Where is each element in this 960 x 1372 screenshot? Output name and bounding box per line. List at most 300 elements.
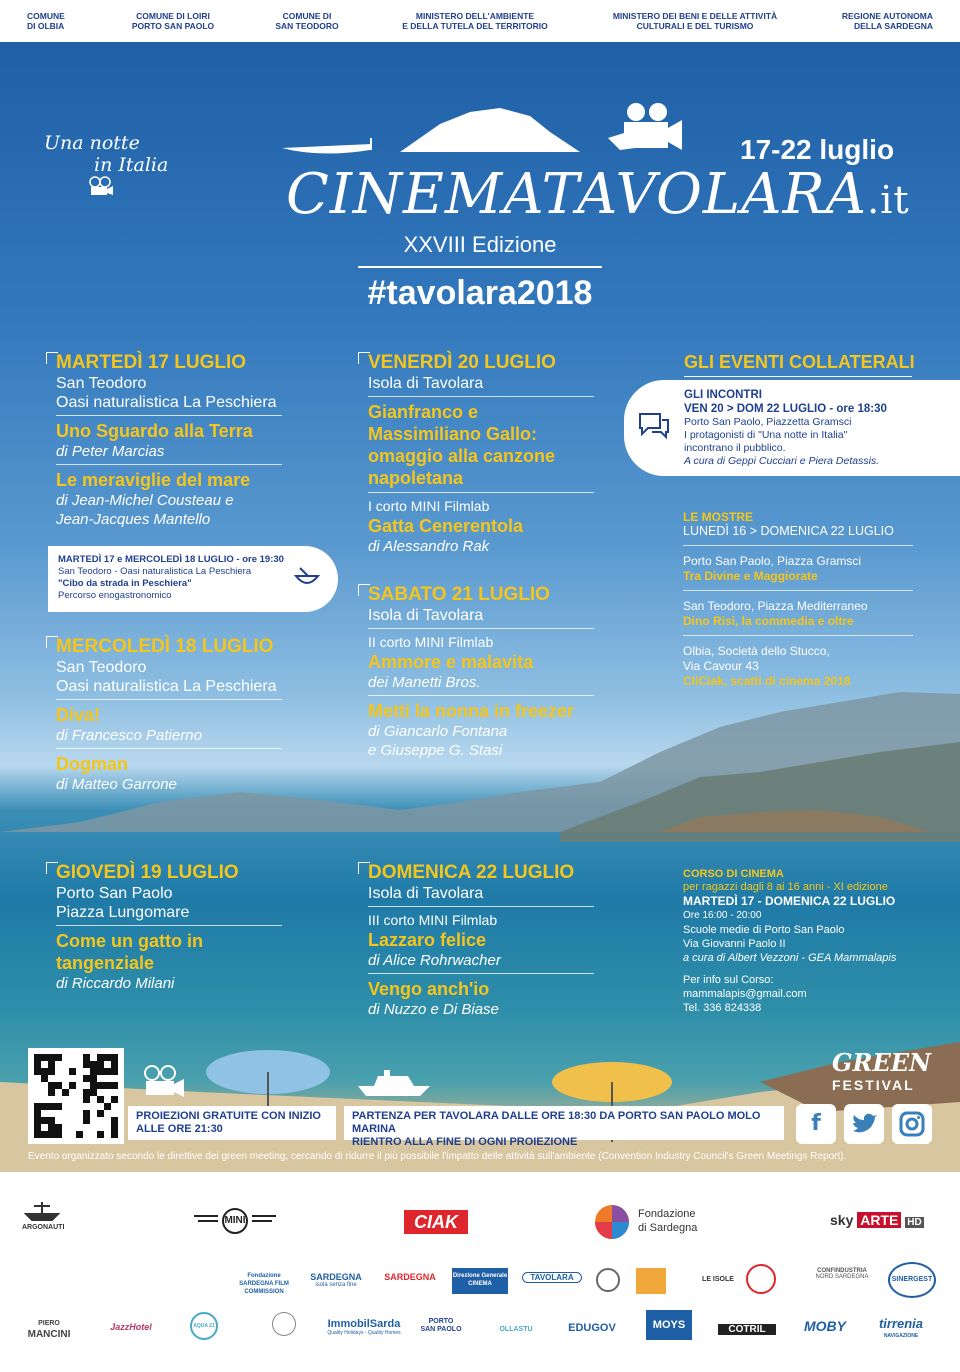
qr-module <box>62 1124 69 1131</box>
qr-module <box>76 1089 83 1096</box>
qr-module <box>34 1124 41 1131</box>
qr-module <box>69 1096 76 1103</box>
institution-ministero-beni: MINISTERO DEI BENI E DELLE ATTIVITÀ CULTURALI E DEL TURISMO <box>612 11 778 31</box>
qr-module <box>34 1082 41 1089</box>
institution-ministero-ambiente: MINISTERO DELL'AMBIENTE E DELLA TUTELA DEL TERRITORIO <box>402 11 548 31</box>
incontri-box <box>624 380 960 476</box>
corso-info-label: Per info sul Corso: <box>683 974 774 986</box>
divider <box>56 699 282 700</box>
sponsor-label: sky <box>830 1212 854 1228</box>
qr-module <box>111 1117 118 1124</box>
day-title: SABATO 21 LUGLIO <box>368 584 550 605</box>
qr-module <box>97 1089 104 1096</box>
hashtag: #tavolara2018 <box>367 274 593 312</box>
sponsor-label: CONFINDUSTRIA <box>817 1268 867 1274</box>
una-notte-text <box>44 132 168 176</box>
qr-module <box>48 1117 55 1124</box>
incontri-desc: incontrano il pubblico. <box>684 442 786 454</box>
divider <box>56 415 282 416</box>
institution-regione: REGIONE AUTONOMA DELLA SARDEGNA <box>841 11 933 31</box>
film-director: di Matteo Garrone <box>56 776 177 793</box>
sponsor-label: ImmobilSarda <box>327 1318 401 1330</box>
sponsor-label: di Sardegna <box>638 1222 698 1234</box>
green-meeting-disclaimer: Evento organizzato secondo le direttive dei green meeting, cercando di ridurre il più possibile l'impatto delle attività sull'ambiente (Convention Industry Council's Green Meetings Report). <box>28 1151 847 1162</box>
qr-module <box>104 1089 111 1096</box>
qr-module <box>48 1082 55 1089</box>
green-label: GREEN <box>832 1048 931 1077</box>
short-film-label: II corto MINI Filmlab <box>368 634 494 650</box>
qr-module <box>41 1075 48 1082</box>
film-director: di Riccardo Milani <box>56 975 175 992</box>
sponsor-label: MINI <box>224 1215 246 1226</box>
qr-module <box>62 1089 69 1096</box>
qr-module <box>48 1054 55 1061</box>
proiezioni-line-1: PROIEZIONI GRATUITE CON INIZIO <box>136 1110 321 1122</box>
mostra-title: Dino Risi, la commedia e oltre <box>683 614 854 628</box>
qr-module <box>55 1131 62 1138</box>
mostra-location: San Teodoro, Piazza Mediterraneo <box>683 599 868 613</box>
mostra-location: Porto San Paolo, Piazza Gramsci <box>683 554 862 568</box>
qr-module <box>97 1054 104 1061</box>
qr-module <box>90 1124 97 1131</box>
incontri-curator: A cura di Geppi Cucciari e Piera Detassis. <box>684 455 880 467</box>
cinematavolara-logo <box>286 162 910 227</box>
film-title: tangenziale <box>56 953 155 973</box>
day-block-sabato <box>368 584 594 760</box>
qr-module <box>90 1103 97 1110</box>
cibo-location: San Teodoro - Oasi naturalistica La Peschiera <box>58 566 252 577</box>
qr-module <box>55 1061 62 1068</box>
qr-module <box>34 1054 41 1061</box>
qr-module <box>104 1075 111 1082</box>
divider <box>368 973 594 974</box>
qr-module <box>41 1124 48 1131</box>
sponsor-label: isola senza fine <box>315 1282 357 1288</box>
film-camera-icon <box>88 176 114 196</box>
qr-module <box>76 1103 83 1110</box>
qr-module <box>62 1075 69 1082</box>
location: Piazza Lungomare <box>56 904 190 921</box>
film-title: Come un gatto in <box>56 931 203 951</box>
institutions-bar <box>0 0 960 42</box>
qr-module <box>83 1068 90 1075</box>
qr-module <box>55 1110 62 1117</box>
sponsor-emblem <box>596 1268 620 1292</box>
sponsor-edugov: EDUGOV <box>568 1322 616 1334</box>
qr-module <box>97 1103 104 1110</box>
corso-email[interactable]: mammalapis@gmail.com <box>683 988 807 1000</box>
location: Porto San Paolo <box>56 885 173 902</box>
institution-san-teodoro: COMUNE DI SAN TEODORO <box>275 11 339 31</box>
qr-module <box>104 1131 111 1138</box>
edition-divider <box>358 266 602 268</box>
sponsor-confindustria <box>812 1268 872 1280</box>
qr-module <box>41 1061 48 1068</box>
qr-module <box>62 1110 69 1117</box>
qr-module <box>41 1096 48 1103</box>
film-director: Jean-Jacques Mantello <box>56 511 211 528</box>
food-bowl-icon <box>294 566 320 588</box>
divider <box>683 590 913 591</box>
poster <box>0 42 960 1172</box>
qr-module <box>83 1096 90 1103</box>
day-title: GIOVEDÌ 19 LUGLIO <box>56 862 239 883</box>
qr-module <box>69 1110 76 1117</box>
sponsor-sky-arte <box>830 1212 934 1232</box>
qr-module <box>104 1124 111 1131</box>
incontri-desc: I protagonisti di "Una notte in Italia" <box>684 429 848 441</box>
day-title: MERCOLEDÌ 18 LUGLIO <box>56 636 274 657</box>
qr-module <box>55 1068 62 1075</box>
sponsor-mini <box>192 1208 278 1234</box>
qr-module <box>34 1131 41 1138</box>
qr-module <box>34 1096 41 1103</box>
corner-bracket <box>358 862 370 874</box>
qr-module <box>48 1124 55 1131</box>
divider <box>56 748 282 749</box>
film-director: di Nuzzo e Di Biase <box>368 1001 499 1018</box>
qr-module <box>104 1117 111 1124</box>
twitter-bird-icon <box>851 1113 877 1135</box>
festival-label: FESTIVAL <box>832 1077 915 1093</box>
cibo-title: "Cibo da strada in Peschiera" <box>58 578 192 589</box>
qr-module <box>41 1131 48 1138</box>
mostre-section <box>683 510 913 689</box>
qr-module <box>104 1096 111 1103</box>
qr-module <box>83 1131 90 1138</box>
day-block-domenica <box>368 862 594 1019</box>
qr-module <box>111 1075 118 1082</box>
qr-module <box>76 1054 83 1061</box>
qr-module <box>97 1068 104 1075</box>
edition-label: XXVIII Edizione <box>403 232 557 257</box>
location: Oasi naturalistica La Peschiera <box>56 394 277 411</box>
corner-bracket <box>46 352 58 364</box>
partenza-line-2: RIENTRO ALLA FINE DI OGNI PROIEZIONE <box>352 1136 578 1148</box>
tavolara-island-logo <box>280 72 700 162</box>
sponsor-label: SARDEGNA <box>310 1272 362 1282</box>
qr-module <box>69 1117 76 1124</box>
qr-module <box>90 1117 97 1124</box>
qr-module <box>41 1117 48 1124</box>
sponsor-tavolara: TAVOLARA <box>522 1272 582 1283</box>
incontri-location: Porto San Paolo, Piazzetta Gramsci <box>684 416 852 428</box>
qr-module <box>41 1054 48 1061</box>
qr-module <box>69 1075 76 1082</box>
qr-module <box>104 1061 111 1068</box>
sponsor-sardegna-2: SARDEGNA <box>384 1272 436 1282</box>
corner-bracket <box>46 862 58 874</box>
qr-module <box>111 1124 118 1131</box>
qr-module <box>69 1054 76 1061</box>
qr-module <box>76 1068 83 1075</box>
sponsor-label: tirrenia <box>878 1316 924 1331</box>
qr-pattern <box>34 1054 118 1138</box>
film-title: Uno Sguardo alla Terra <box>56 421 253 441</box>
qr-module <box>111 1082 118 1089</box>
qr-module <box>83 1082 90 1089</box>
sponsor-label: Fondazione <box>638 1208 696 1220</box>
qr-module <box>69 1082 76 1089</box>
qr-module <box>69 1089 76 1096</box>
qr-module <box>48 1068 55 1075</box>
sponsor-argonauti <box>22 1200 65 1231</box>
short-film-label: III corto MINI Filmlab <box>368 912 498 928</box>
qr-module <box>62 1054 69 1061</box>
sponsor-label: ARTE <box>857 1212 901 1228</box>
qr-module <box>104 1054 111 1061</box>
location: Isola di Tavolara <box>368 885 484 902</box>
qr-module <box>90 1110 97 1117</box>
corso-hours: Ore 16:00 - 20:00 <box>683 910 762 921</box>
film-director: di Peter Marcias <box>56 443 165 460</box>
day-title: MARTEDÌ 17 LUGLIO <box>56 352 247 373</box>
sponsor-label: NORD SARDEGNA <box>815 1274 869 1280</box>
qr-module <box>41 1068 48 1075</box>
qr-module <box>62 1082 69 1089</box>
sponsor-ciak: CIAK <box>404 1210 468 1234</box>
qr-module <box>104 1103 111 1110</box>
location: San Teodoro <box>56 659 147 676</box>
festival-dates: 17-22 luglio <box>740 134 895 165</box>
film-director: di Giancarlo Fontana <box>368 723 508 740</box>
day-block-martedi <box>56 352 282 529</box>
qr-module <box>90 1061 97 1068</box>
qr-module <box>97 1124 104 1131</box>
sponsor-fondazione-sardegna <box>594 1204 710 1240</box>
divider <box>684 376 912 377</box>
corner-bracket <box>358 352 370 364</box>
qr-module <box>55 1082 62 1089</box>
boat-icon <box>356 1068 432 1098</box>
sponsor-moys: MOYS <box>646 1310 692 1340</box>
qr-module <box>90 1075 97 1082</box>
qr-module <box>34 1103 41 1110</box>
qr-module <box>90 1131 97 1138</box>
qr-module <box>41 1110 48 1117</box>
qr-module <box>76 1117 83 1124</box>
qr-module <box>62 1068 69 1075</box>
film-director: e Giuseppe G. Stasi <box>368 742 503 759</box>
qr-module <box>76 1096 83 1103</box>
logo-tld: .it <box>867 178 910 222</box>
qr-module <box>83 1124 90 1131</box>
divider <box>56 464 282 465</box>
institution-olbia: COMUNE DI OLBIA <box>27 11 65 31</box>
sponsor-cotril: COTRIL <box>718 1324 776 1335</box>
qr-module <box>111 1089 118 1096</box>
qr-module <box>90 1054 97 1061</box>
short-film-label: I corto MINI Filmlab <box>368 498 490 514</box>
film-title: Le meraviglie del mare <box>56 470 251 490</box>
fondazione-logo-icon <box>594 1204 630 1240</box>
projector-icon <box>140 1064 186 1100</box>
divider <box>683 635 913 636</box>
qr-module <box>62 1131 69 1138</box>
qr-module <box>97 1117 104 1124</box>
film-title: Gianfranco e <box>368 402 479 422</box>
sponsor-tirrenia <box>870 1318 932 1342</box>
qr-module <box>62 1061 69 1068</box>
collateral-events-title: GLI EVENTI COLLATERALI <box>684 352 915 372</box>
qr-module <box>97 1061 104 1068</box>
film-director: di Jean-Michel Cousteau e <box>56 492 234 509</box>
qr-module <box>69 1131 76 1138</box>
qr-module <box>34 1075 41 1082</box>
corner-bracket <box>358 584 370 596</box>
divider <box>368 492 594 493</box>
cibo-date: MARTEDÌ 17 e MERCOLEDÌ 18 LUGLIO - ore 19:30 <box>58 554 284 565</box>
qr-module <box>55 1117 62 1124</box>
proiezioni-line-2: ALLE ORE 21:30 <box>136 1123 223 1135</box>
day-block-mercoledi <box>56 636 282 794</box>
sponsor-immobilsarda <box>318 1318 410 1336</box>
mostre-date: LUNEDÌ 16 > DOMENICA 22 LUGLIO <box>683 524 894 538</box>
sponsor-ollastu: OLLASTU <box>499 1326 533 1333</box>
sponsor-le-isole: LE ISOLE <box>702 1276 734 1283</box>
corso-phone[interactable]: Tel. 336 824338 <box>683 1002 762 1014</box>
sponsor-porto-san-paolo <box>420 1318 462 1334</box>
qr-module <box>34 1068 41 1075</box>
argonauti-ship-icon <box>24 1200 60 1222</box>
qr-module <box>111 1061 118 1068</box>
qr-module <box>55 1124 62 1131</box>
sponsor-film-commission: Fondazione SARDEGNA FILM COMMISSION <box>239 1273 289 1295</box>
location: Oasi naturalistica La Peschiera <box>56 678 277 695</box>
sponsor-piero-mancini <box>24 1318 74 1340</box>
green-festival-logo <box>832 1048 931 1096</box>
partenza-line-1: PARTENZA PER TAVOLARA DALLE ORE 18:30 DA PORTO SAN PAOLO MOLO MARINA <box>352 1110 761 1135</box>
location: San Teodoro <box>56 375 147 392</box>
qr-module <box>55 1054 62 1061</box>
qr-module <box>111 1110 118 1117</box>
instagram-icon[interactable] <box>892 1104 932 1144</box>
qr-module <box>41 1089 48 1096</box>
qr-module <box>48 1103 55 1110</box>
partenza-banner <box>344 1106 784 1148</box>
corso-title: CORSO DI CINEMA <box>683 868 784 880</box>
film-director: di Francesco Patierno <box>56 727 202 744</box>
qr-module <box>83 1103 90 1110</box>
film-title: omaggio alla canzone <box>368 446 556 466</box>
proiezioni-banner <box>128 1106 336 1140</box>
qr-module <box>48 1075 55 1082</box>
qr-module <box>69 1068 76 1075</box>
corso-address: Via Giovanni Paolo II <box>683 938 786 950</box>
institution-loiri: COMUNE DI LOIRI PORTO SAN PAOLO <box>131 11 215 31</box>
qr-module <box>76 1131 83 1138</box>
qr-module <box>111 1054 118 1061</box>
incontri-title: GLI INCONTRI <box>684 389 762 401</box>
mostra-title: CliCiak, scatti di cinema 2018 <box>683 674 851 688</box>
divider <box>56 925 282 926</box>
qr-module <box>69 1124 76 1131</box>
mostra-title: Tra Divine e Maggiorate <box>683 569 818 583</box>
una-notte-in-italia-logo <box>44 114 224 204</box>
film-title: napoletana <box>368 468 464 488</box>
cibo-subtitle: Percorso enogastronomico <box>58 590 172 601</box>
location: Isola di Tavolara <box>368 607 484 624</box>
qr-module <box>111 1096 118 1103</box>
qr-module <box>111 1068 118 1075</box>
qr-module <box>83 1110 90 1117</box>
speech-bubbles-icon <box>636 410 672 440</box>
qr-module <box>34 1110 41 1117</box>
qr-module <box>76 1075 83 1082</box>
qr-module <box>55 1096 62 1103</box>
corner-bracket <box>46 636 58 648</box>
qr-module <box>69 1103 76 1110</box>
qr-module <box>104 1082 111 1089</box>
qr-module <box>97 1096 104 1103</box>
sponsor-sardegna-isola <box>306 1272 366 1288</box>
sponsor-121 <box>272 1312 296 1336</box>
qr-module <box>90 1082 97 1089</box>
film-title: Ammore e malavita <box>368 652 534 672</box>
location: Isola di Tavolara <box>368 375 484 392</box>
qr-module <box>62 1096 69 1103</box>
qr-module <box>48 1089 55 1096</box>
corso-di-cinema <box>683 868 923 1015</box>
sponsor-label: HD <box>907 1217 922 1228</box>
sponsor-label: PIERO <box>38 1320 60 1327</box>
qr-module <box>76 1082 83 1089</box>
qr-module <box>90 1089 97 1096</box>
sponsor-direzione-cinema: Direzione Generale CINEMA <box>452 1268 508 1294</box>
qr-module <box>76 1061 83 1068</box>
notte-line-2: in Italia <box>94 154 169 176</box>
film-title: Vengo anch'io <box>368 979 490 999</box>
qr-module <box>90 1096 97 1103</box>
divider <box>368 628 594 629</box>
cibo-da-strada-box <box>48 546 338 612</box>
sponsor-label: SAN PAOLO <box>420 1326 462 1333</box>
day-title: VENERDÌ 20 LUGLIO <box>368 352 556 373</box>
film-director: di Alice Rohrwacher <box>368 952 501 969</box>
sponsor-label: Quality Holidays - Quality Homes <box>327 1330 401 1336</box>
qr-module <box>83 1061 90 1068</box>
film-title: Metti la nonna in freezer <box>368 701 575 721</box>
mostra-location: Via Cavour 43 <box>683 659 759 673</box>
day-title: DOMENICA 22 LUGLIO <box>368 862 575 883</box>
logo-wordmark: CINEMATAVOLARA <box>286 162 868 227</box>
qr-module <box>83 1054 90 1061</box>
corso-date: MARTEDÌ 17 - DOMENICA 22 LUGLIO <box>683 894 896 908</box>
qr-module <box>97 1131 104 1138</box>
mostra-location: Olbia, Società dello Stucco, <box>683 644 830 658</box>
qr-module <box>34 1117 41 1124</box>
sponsor-sinergest: SINERGEST <box>888 1262 936 1298</box>
qr-module <box>83 1089 90 1096</box>
qr-module <box>55 1089 62 1096</box>
day-block-giovedi <box>56 862 282 993</box>
film-title: Massimiliano Gallo: <box>368 424 538 444</box>
qr-module <box>62 1117 69 1124</box>
facebook-icon[interactable]: f <box>796 1104 836 1144</box>
qr-code[interactable] <box>28 1048 124 1144</box>
sponsor-red-circle <box>746 1264 776 1294</box>
qr-module <box>69 1061 76 1068</box>
sponsor-label: PORTO <box>428 1318 454 1325</box>
qr-module <box>34 1061 41 1068</box>
divider <box>368 906 594 907</box>
qr-module <box>41 1082 48 1089</box>
qr-module <box>97 1075 104 1082</box>
qr-module <box>111 1103 118 1110</box>
sponsor-label: NAVIGAZIONE <box>883 1333 919 1339</box>
qr-module <box>104 1110 111 1117</box>
twitter-icon[interactable] <box>844 1104 884 1144</box>
